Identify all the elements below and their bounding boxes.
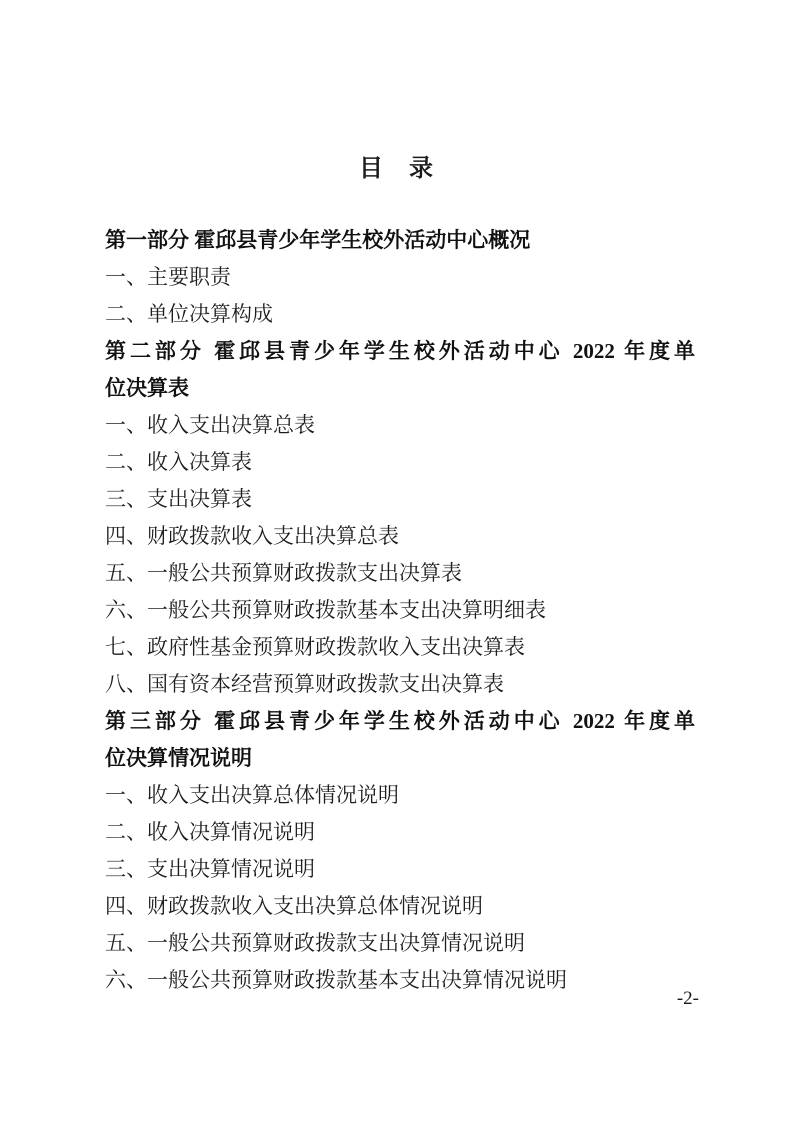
page-title: 目 录 (359, 156, 434, 182)
section-heading-line: 位决算表 (105, 376, 189, 400)
toc-item: 二、收入决算表 (105, 450, 252, 474)
toc-item: 二、单位决算构成 (105, 302, 273, 326)
toc-item: 八、国有资本经营预算财政拨款支出决算表 (105, 672, 504, 696)
section-heading-line: 第一部分 霍邱县青少年学生校外活动中心概况 (105, 228, 531, 252)
toc-item: 三、支出决算情况说明 (105, 857, 315, 881)
toc-item: 六、一般公共预算财政拨款基本支出决算明细表 (105, 598, 546, 622)
toc-item: 一、收入支出决算总体情况说明 (105, 783, 399, 807)
toc-item: 五、一般公共预算财政拨款支出决算表 (105, 561, 462, 585)
toc-item: 二、收入决算情况说明 (105, 820, 315, 844)
section-heading-line: 第三部分 霍邱县青少年学生校外活动中心 2022 年度单 (105, 709, 695, 733)
section-heading-line: 第二部分 霍邱县青少年学生校外活动中心 2022 年度单 (105, 339, 695, 363)
toc-item: 六、一般公共预算财政拨款基本支出决算情况说明 (105, 968, 567, 992)
page-number: -2- (676, 988, 699, 1009)
toc-item: 四、财政拨款收入支出决算总表 (105, 524, 399, 548)
toc-item: 四、财政拨款收入支出决算总体情况说明 (105, 894, 483, 918)
table-of-contents (105, 222, 695, 999)
toc-item: 五、一般公共预算财政拨款支出决算情况说明 (105, 931, 525, 955)
toc-item: 一、收入支出决算总表 (105, 413, 315, 437)
toc-item: 三、支出决算表 (105, 487, 252, 511)
section-heading-line: 位决算情况说明 (105, 746, 252, 770)
toc-item: 七、政府性基金预算财政拨款收入支出决算表 (105, 635, 525, 659)
toc-item: 一、主要职责 (105, 265, 231, 289)
